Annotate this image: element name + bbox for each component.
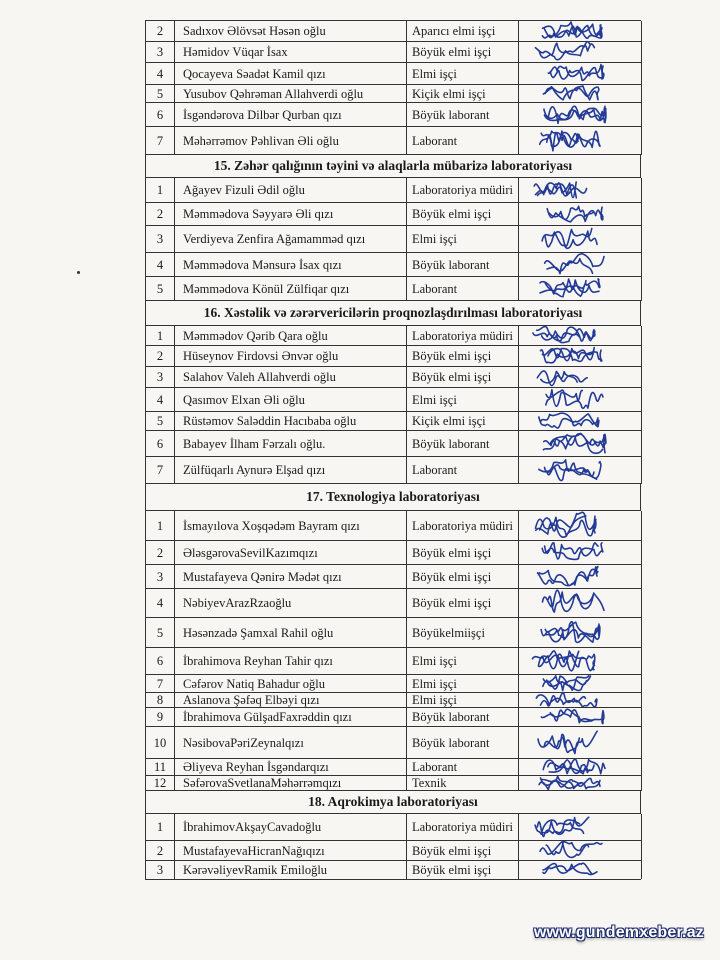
employee-name: Mustafayeva Qənirə Mədət qızı [183, 569, 342, 584]
employee-position: Laboratoriya müdiri [406, 511, 519, 541]
employee-name: Qasımov Elxan Əli oğlu [183, 392, 305, 407]
row-number: 7 [145, 127, 175, 155]
row-number: 2 [145, 203, 175, 226]
row-number: 4 [145, 63, 175, 85]
employee-position: Böyükelmiişçi [406, 618, 519, 648]
employee-name: Məmmədova Könül Zülfiqar qızı [183, 281, 350, 296]
employee-position: Kiçik elmi işçi [406, 85, 519, 103]
row-number: 5 [145, 85, 175, 103]
employee-name: Qocayeva Səadət Kamil qızı [183, 66, 326, 81]
row-number: 8 [145, 693, 175, 708]
row-number: 6 [145, 431, 175, 457]
employee-position: Böyük laborant [406, 253, 519, 277]
row-number: 1 [145, 814, 175, 841]
employee-position: Kiçik elmi işçi [406, 412, 519, 431]
employee-position: Laborant [406, 127, 519, 155]
row-number: 4 [145, 253, 175, 277]
employee-position: Böyük elmi işçi [406, 541, 519, 565]
employee-position: Böyük elmi işçi [406, 346, 519, 367]
row-number: 10 [145, 727, 175, 759]
watermark: www.gundemxeber.az [533, 924, 704, 941]
employee-name: İbrahimova Reyhan Tahir qızı [183, 654, 333, 668]
employee-position: Böyük elmi işçi [406, 589, 519, 618]
employee-name: KərəvəliyevRamik Emiloğlu [183, 862, 328, 877]
employee-name: İsgəndərova Dilbər Qurban qızı [183, 107, 342, 122]
row-number: 6 [145, 103, 175, 127]
signature-icon [534, 452, 604, 487]
row-number: 5 [145, 277, 175, 301]
employee-name: Verdiyeva Zenfira Ağamamməd qızı [183, 232, 366, 246]
employee-name: Hüseynov Firdovsi Ənvər oğlu [183, 349, 339, 363]
employee-name: Salahov Valeh Allahverdi oğlu [183, 370, 336, 384]
row-number: 2 [145, 346, 175, 367]
row-number: 7 [145, 457, 175, 484]
employee-name: İbrahimovAkşayCavadoğlu [183, 820, 322, 834]
row-number: 5 [145, 618, 175, 648]
employee-position: Böyük elmi işçi [406, 565, 519, 589]
employee-position: Böyük laborant [406, 103, 519, 127]
employee-position: Elmi işçi [406, 226, 519, 253]
employee-name: Zülfüqarlı Aynurə Elşad qızı [183, 463, 326, 477]
employee-position: Elmi işçi [406, 63, 519, 85]
row-number: 4 [145, 388, 175, 412]
row-number: 11 [145, 759, 175, 776]
employee-position: Aparıcı elmi işçi [406, 21, 519, 42]
employee-position: Böyük elmi işçi [406, 841, 519, 861]
stray-mark [77, 271, 80, 274]
employee-name: ƏləsgərovaSevilKazımqızı [183, 545, 318, 560]
employee-name: Aslanova Şəfəq Elbəyi qızı [183, 693, 320, 707]
employee-name: Babayev İlham Fərzalı oğlu. [183, 436, 326, 451]
row-number: 5 [145, 412, 175, 431]
row-number: 1 [145, 178, 175, 203]
row-number: 3 [145, 367, 175, 388]
employee-position: Elmi işçi [406, 388, 519, 412]
employee-name: NəsibovaPəriZeynalqızı [183, 735, 304, 750]
row-number: 9 [145, 708, 175, 727]
employee-position: Laborant [406, 759, 519, 776]
employee-name: Əliyeva Reyhan İsgəndarqızı [183, 760, 329, 774]
employee-name: NəbiyevArazRzaoğlu [183, 596, 292, 610]
employee-position: Elmi işçi [406, 693, 519, 708]
employee-position: Böyük elmi işçi [406, 861, 519, 879]
employee-name: SəfərovaSvetlanaMəhərrəmqızı [183, 776, 342, 790]
section-title: 17. Texnologiya laboratoriyası [145, 483, 641, 510]
employee-name: Məmmədova Səyyarə Əli qızı [183, 207, 334, 221]
employee-name: Məhərrəmov Pəhlivan Əli oğlu [183, 133, 339, 148]
employee-name: İbrahimova GülşadFaxrəddin qızı [183, 710, 352, 724]
employee-position: Texnik [406, 776, 519, 791]
employee-name: Ağayev Fizuli Ədil oğlu [183, 183, 305, 197]
employee-name: İsmayılova Xoşqədəm Bayram qızı [183, 518, 360, 533]
row-number: 3 [145, 565, 175, 589]
row-number: 3 [145, 42, 175, 63]
employee-position: Böyük laborant [406, 727, 519, 759]
employee-position: Laborant [406, 457, 519, 484]
employee-name: Həmidov Vüqar İsax [183, 45, 288, 59]
row-number: 7 [145, 675, 175, 693]
row-number: 2 [145, 541, 175, 565]
employee-name: Məmmədov Qərib Qara oğlu [183, 328, 328, 343]
employee-position: Elmi işçi [406, 675, 519, 693]
row-number: 12 [145, 776, 175, 791]
employee-name: Sadıxov Əlövsət Həsən oğlu [183, 24, 326, 38]
employee-position: Laborant [406, 277, 519, 301]
row-number: 6 [145, 648, 175, 675]
row-number: 2 [145, 21, 175, 42]
row-number: 4 [145, 589, 175, 618]
signature-icon [531, 856, 601, 882]
row-number: 3 [145, 861, 175, 879]
employee-name: MustafayevaHicranNağıqızı [183, 843, 325, 858]
employee-position: Böyük laborant [406, 431, 519, 457]
employee-name: Həsənzadə Şamxal Rahil oğlu [183, 625, 334, 640]
employee-position: Böyük elmi işçi [406, 203, 519, 226]
employee-position: Elmi işçi [406, 648, 519, 675]
section-title: 15. Zəhər qalığının təyini və alaqlarla mübarizə laboratoriyası [145, 154, 641, 177]
row-number: 2 [145, 841, 175, 861]
employee-position: Laboratoriya müdiri [406, 178, 519, 203]
section-title: 18. Aqrokimya laboratoriyası [145, 790, 641, 813]
employee-name: Cəfərov Natiq Bahadur oğlu [183, 676, 325, 691]
employee-position: Böyük laborant [406, 708, 519, 727]
row-number: 3 [145, 226, 175, 253]
employee-position: Böyük elmi işçi [406, 42, 519, 63]
employee-position: Laboratoriya müdiri [406, 326, 519, 346]
employee-name: Rüstəmov Saləddin Hacıbaba oğlu [183, 414, 357, 428]
employee-name: Məmmədova Mənsurə İsax qızı [183, 257, 342, 272]
section-title: 16. Xəstəlik və zərərvericilərin proqnozlaşdırılması laboratoriyası [145, 300, 641, 325]
employee-position: Böyük elmi işçi [406, 367, 519, 388]
signature-icon [534, 122, 604, 158]
employee-position: Laboratoriya müdiri [406, 814, 519, 841]
row-number: 1 [145, 511, 175, 541]
employee-name: Yusubov Qəhrəman Allahverdi oğlu [183, 86, 364, 101]
row-number: 1 [145, 326, 175, 346]
